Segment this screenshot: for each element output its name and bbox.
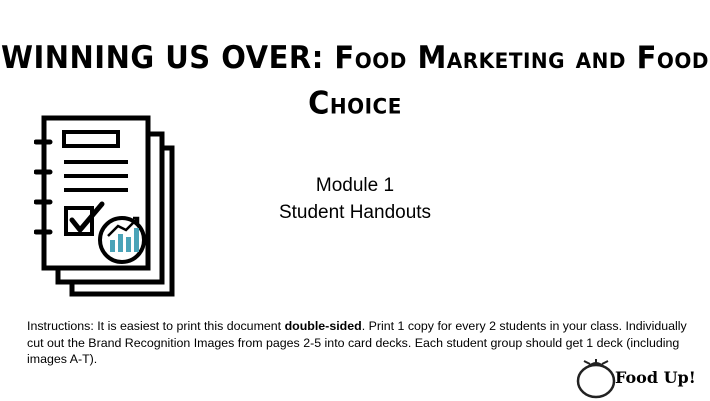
instructions-bold: double-sided [284, 319, 362, 333]
chart-badge-icon [100, 218, 144, 262]
instructions-suffix: . Print 1 copy for every 2 students in your class. Individually cut out the Brand Recognition Images from pages 2-5 into card decks. Each student group should get 1 deck (including images A-T). [27, 319, 687, 366]
title-line-1: WINNING US OVER: Food Marketing and Food [0, 38, 710, 76]
module-subtitle: Student Handouts [278, 202, 432, 223]
instructions-prefix: Instructions: It is easiest to print this document [27, 319, 285, 333]
module-number: Module 1 [315, 175, 395, 196]
document-stack-icon [34, 112, 184, 302]
title-line-2: Choice [308, 84, 402, 122]
module-heading [235, 172, 475, 226]
food-up-logo: Food Up! [615, 368, 696, 387]
